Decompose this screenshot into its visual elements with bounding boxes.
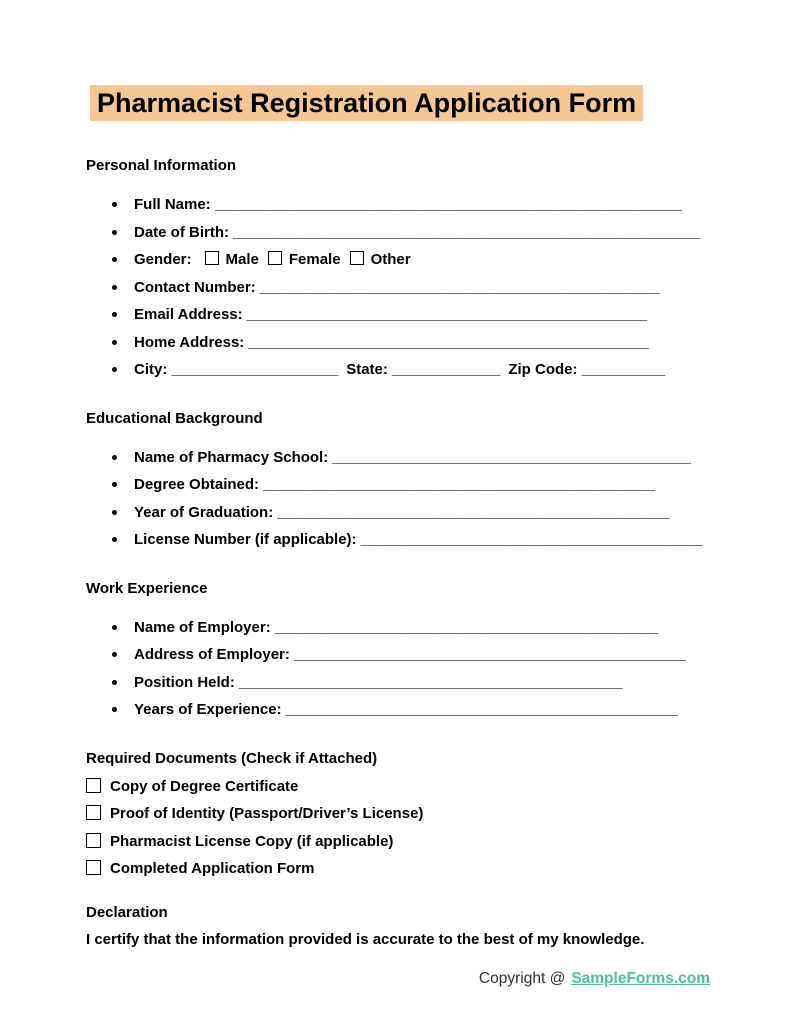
full-name-label: Full Name: [134,196,211,213]
field-employer-name [134,614,710,642]
date-of-birth-label: Date of Birth: [134,223,229,241]
field-position-held [134,669,710,697]
year-of-graduation-blank-line: _______________________________________________ [277,503,670,521]
gender-option-other-label: Other [370,251,411,268]
contact-number-blank-line: ________________________________________________ [259,278,661,296]
field-home-address [134,329,710,357]
field-contact-number [134,274,710,302]
section-personal-information [86,155,710,384]
work-fields-list [86,614,710,724]
field-city-state-zip [134,356,710,384]
education-heading: Educational Background [86,409,263,427]
education-fields-list [86,444,710,554]
gender-option-female-label: Female [288,251,341,268]
field-year-of-graduation [134,499,710,527]
gender-option-other [350,251,411,268]
document-item-pharmacist-license [86,828,710,856]
employer-address-blank-line: _______________________________________________ [293,646,686,663]
field-years-of-experience [134,696,710,724]
document-label: Pharmacist License Copy (if applicable) [110,832,394,850]
field-gender [134,246,710,274]
state-label: State: [346,361,388,378]
section-required-documents [86,748,710,883]
document-item-degree-certificate [86,773,710,801]
checkbox-icon-degree-certificate[interactable] [86,778,101,793]
work-heading: Work Experience [86,579,208,597]
checkbox-icon-male[interactable] [205,251,219,265]
copyright-text: Copyright @ [478,969,566,987]
city-label: City: [134,361,168,378]
date-of-birth-blank-line: ________________________________________________________ [233,223,701,241]
pharmacy-school-label: Name of Pharmacy School: [134,448,329,466]
declaration-statement: I certify that the information provided is accurate to the best of my knowledge. [86,931,645,948]
document-label: Proof of Identity (Passport/Driver’s License) [110,805,424,822]
years-of-experience-blank-line: _______________________________________________ [285,701,678,718]
years-of-experience-label: Years of Experience: [134,701,282,718]
document-item-completed-form [86,855,710,883]
zip-code-blank-line: __________ [581,361,665,378]
field-email-address [134,301,710,329]
degree-obtained-label: Degree Obtained: [134,476,260,493]
section-educational-background [86,408,710,554]
city-segment [134,361,338,378]
field-pharmacy-school [134,444,710,472]
zip-code-segment [508,361,665,378]
license-number-label: License Number (if applicable): [134,531,357,548]
license-number-blank-line: _________________________________________ [360,531,703,548]
section-work-experience [86,578,710,724]
full-name-blank-line: ________________________________________________________ [214,196,682,213]
employer-address-label: Address of Employer: [134,646,290,663]
checkbox-icon-other[interactable] [350,251,364,265]
checkbox-icon-proof-of-identity[interactable] [86,805,101,820]
footer [86,968,710,990]
position-held-blank-line: ______________________________________________ [238,673,623,691]
email-address-blank-line: ________________________________________________ [246,306,648,323]
position-held-label: Position Held: [134,673,235,691]
personal-heading: Personal Information [86,157,237,174]
degree-obtained-blank-line: _______________________________________________ [263,476,656,493]
email-address-label: Email Address: [134,306,243,323]
checkbox-icon-completed-form[interactable] [86,860,101,875]
employer-name-blank-line: ______________________________________________ [274,618,659,636]
state-segment [346,361,500,378]
pharmacy-school-blank-line: ___________________________________________ [332,448,691,466]
gender-option-male [205,251,259,268]
gender-option-male-label: Male [225,251,259,268]
declaration-heading: Declaration [86,903,168,921]
home-address-blank-line: ________________________________________________ [248,333,649,351]
state-blank-line: _____________ [391,361,501,378]
checkbox-icon-female[interactable] [268,251,282,265]
checkbox-icon-pharmacist-license[interactable] [86,833,101,848]
document-label: Copy of Degree Certificate [110,777,299,795]
field-full-name [134,191,710,219]
page-title: Pharmacist Registration Application Form [90,85,643,121]
personal-fields-list [86,191,710,384]
field-degree-obtained [134,471,710,499]
city-blank-line: ____________________ [171,361,339,378]
gender-label: Gender: [134,251,192,268]
employer-name-label: Name of Employer: [134,618,271,636]
gender-option-female [268,251,341,268]
document-label: Completed Application Form [110,860,315,877]
documents-heading: Required Documents (Check if Attached) [86,749,378,767]
zip-code-label: Zip Code: [508,361,578,378]
field-date-of-birth [134,219,710,247]
document-item-proof-of-identity [86,800,710,828]
field-employer-address [134,641,710,669]
field-license-number [134,526,710,554]
home-address-label: Home Address: [134,333,245,351]
contact-number-label: Contact Number: [134,278,256,296]
year-of-graduation-label: Year of Graduation: [134,503,274,521]
section-declaration [86,899,710,954]
footer-link[interactable]: SampleForms.com [571,969,710,987]
